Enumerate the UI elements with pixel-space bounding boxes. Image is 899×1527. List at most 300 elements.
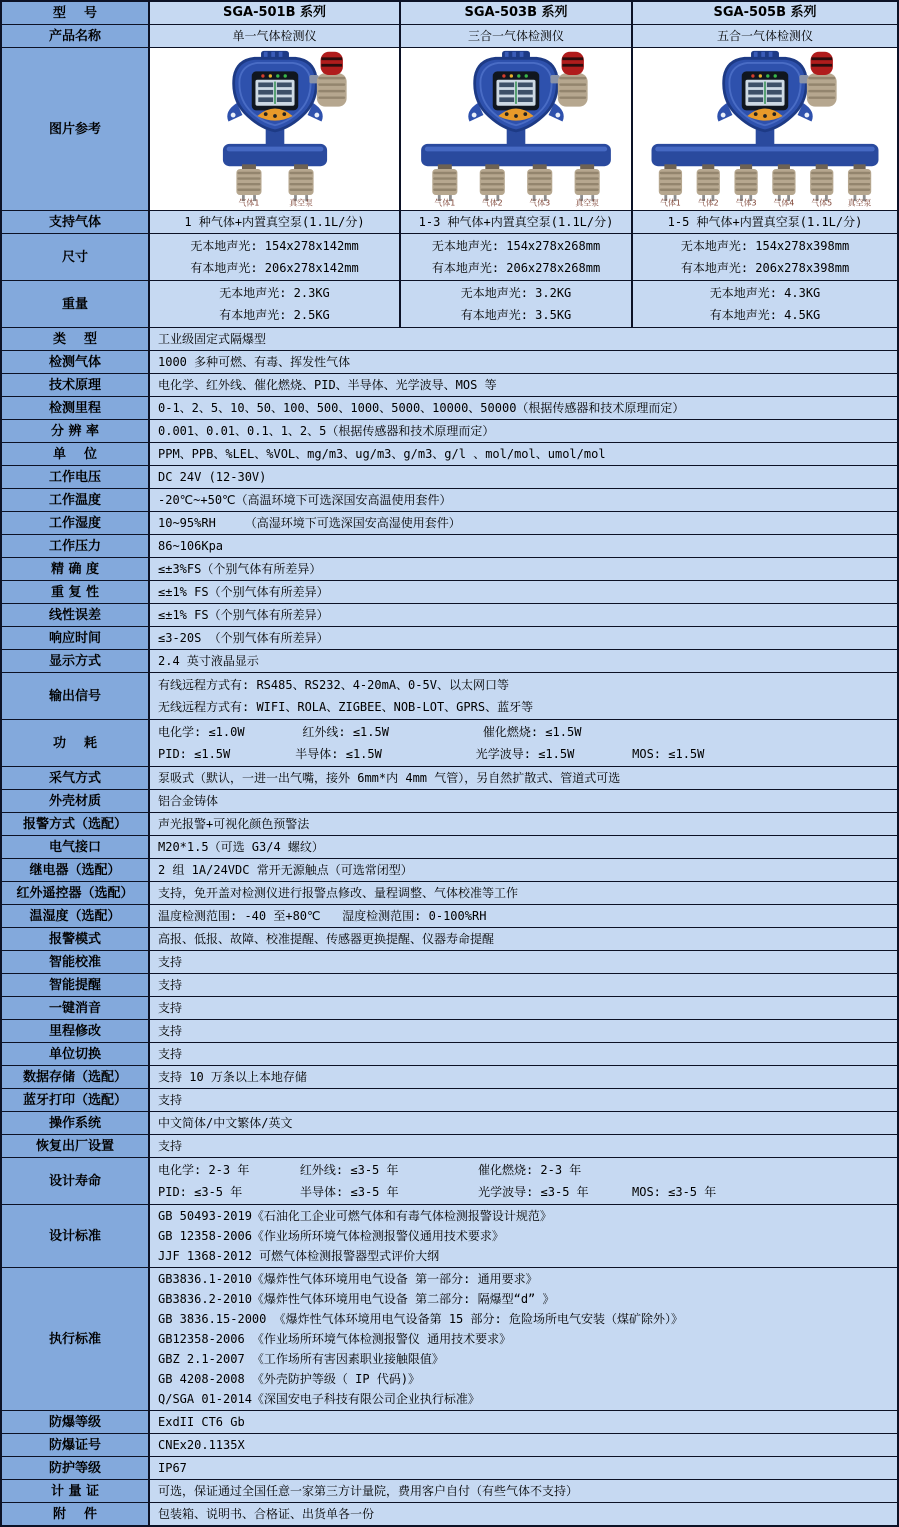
spec-value bbox=[150, 905, 897, 927]
spec-value-line: 无本地声光: 154x278x268mm bbox=[431, 239, 601, 253]
spec-value bbox=[150, 281, 399, 327]
spec-value bbox=[399, 281, 631, 327]
spec-value bbox=[150, 1503, 897, 1525]
product-image bbox=[150, 48, 399, 210]
spec-value-line: 工业级固定式隔爆型 bbox=[158, 332, 267, 346]
spec-values bbox=[150, 859, 897, 881]
spec-values bbox=[150, 1268, 897, 1410]
sensor-cylinder bbox=[432, 164, 457, 207]
spec-value bbox=[150, 581, 897, 603]
sensor-cylinder bbox=[527, 164, 552, 207]
spec-row bbox=[2, 720, 897, 767]
spec-row bbox=[2, 1268, 897, 1411]
spec-values bbox=[150, 374, 897, 396]
spec-value bbox=[150, 859, 897, 881]
spec-value-line: SGA-505B 系列 bbox=[713, 5, 817, 20]
spec-value-line: JJF 1368-2012 可燃气体检测报警器型式评价大纲 bbox=[158, 1249, 440, 1263]
spec-value-line: 单一气体检测仪 bbox=[232, 29, 317, 43]
spec-label: 附 件 bbox=[2, 1503, 150, 1525]
product-image bbox=[399, 48, 631, 210]
spec-label: 计 量 证 bbox=[2, 1480, 150, 1502]
sensor-label: 真空泵 bbox=[288, 198, 313, 208]
sensor-cylinder bbox=[848, 164, 872, 207]
spec-value-line: 2 组 1A/24VDC 常开无源触点（可选常闭型） bbox=[158, 863, 413, 877]
product-name bbox=[631, 25, 897, 47]
spec-value bbox=[150, 673, 897, 719]
spec-label: 智能提醒 bbox=[2, 974, 150, 996]
spec-value bbox=[150, 443, 897, 465]
spec-value-line: 有线远程方式有: RS485、RS232、4-20mA、0-5V、以太网口等 bbox=[158, 678, 509, 692]
spec-values bbox=[150, 1020, 897, 1042]
spec-value-line: 三合一气体检测仪 bbox=[467, 29, 564, 43]
spec-label: 工作湿度 bbox=[2, 512, 150, 534]
spec-label: 红外遥控器（选配） bbox=[2, 882, 150, 904]
spec-label: 里程修改 bbox=[2, 1020, 150, 1042]
spec-value-line: GBZ 2.1-2007 《工作场所有害因素职业接触限值》 bbox=[158, 1352, 444, 1366]
spec-value-line: Q/SGA 01-2014《深国安电子科技有限公司企业执行标准》 bbox=[158, 1392, 480, 1406]
spec-value-line: 支持 10 万条以上本地存储 bbox=[158, 1070, 307, 1084]
spec-value bbox=[150, 558, 897, 580]
spec-row bbox=[2, 1205, 897, 1268]
spec-label: 操作系统 bbox=[2, 1112, 150, 1134]
spec-value-line: ≤±1% FS（个别气体有所差异） bbox=[158, 585, 329, 599]
sensor-cylinder bbox=[659, 164, 682, 207]
spec-value-line: 泵吸式（默认，一进一出气嘴，接外 6mm*内 4mm 气管），另自然扩散式、管道式可选 bbox=[158, 771, 621, 785]
spec-value bbox=[150, 1089, 897, 1111]
sensor-label: 气体2 bbox=[697, 198, 719, 208]
spec-value bbox=[150, 1205, 897, 1267]
spec-value bbox=[150, 928, 897, 950]
spec-values bbox=[150, 420, 897, 442]
spec-value-line: PID: ≤1.5W 半导体: ≤1.5W 光学波导: ≤1.5W MOS: ≤1.5W bbox=[158, 747, 705, 761]
spec-values bbox=[150, 905, 897, 927]
product-name bbox=[150, 25, 399, 47]
spec-values bbox=[150, 882, 897, 904]
product-image-box bbox=[155, 48, 395, 210]
spec-value-line: GB3836.1-2010《爆炸性气体环境用电气设备 第一部分: 通用要求》 bbox=[158, 1272, 538, 1286]
spec-label: 精 确 度 bbox=[2, 558, 150, 580]
spec-row bbox=[2, 650, 897, 673]
spec-value-line: 无本地声光: 154x278x142mm bbox=[190, 239, 359, 253]
spec-value bbox=[150, 836, 897, 858]
spec-label: 智能校准 bbox=[2, 951, 150, 973]
spec-row bbox=[2, 1066, 897, 1089]
spec-values bbox=[150, 1089, 897, 1111]
spec-values bbox=[150, 281, 897, 327]
spec-row bbox=[2, 813, 897, 836]
spec-value-line: -20℃~+50℃（高温环境下可选深国安高温使用套件） bbox=[158, 493, 452, 507]
product-image bbox=[631, 48, 897, 210]
spec-value-line: SGA-501B 系列 bbox=[222, 5, 327, 20]
spec-values bbox=[150, 720, 897, 766]
spec-row bbox=[2, 882, 897, 905]
spec-label: 型 号 bbox=[2, 2, 150, 24]
spec-value bbox=[150, 720, 897, 766]
spec-value bbox=[150, 951, 897, 973]
spec-value-line: DC 24V (12-30V) bbox=[158, 470, 267, 484]
spec-value-line: 电化学: 2-3 年 红外线: ≤3-5 年 催化燃烧: 2-3 年 bbox=[158, 1163, 582, 1177]
spec-value bbox=[631, 281, 897, 327]
spec-label: 显示方式 bbox=[2, 650, 150, 672]
spec-value-line: 10~95%RH （高湿环境下可选深国安高湿使用套件） bbox=[158, 516, 461, 530]
lcd-screen bbox=[493, 71, 540, 110]
spec-values bbox=[150, 512, 897, 534]
spec-value-line: 包装箱、说明书、合格证、出货单各一份 bbox=[158, 1507, 375, 1521]
spec-value bbox=[150, 790, 897, 812]
spec-value-line: 声光报警+可视化颜色预警法 bbox=[158, 817, 310, 831]
spec-values bbox=[150, 1434, 897, 1456]
spec-value-line: 1 种气体+内置真空泵(1.1L/分) bbox=[184, 215, 365, 229]
spec-label: 产品名称 bbox=[2, 25, 150, 47]
spec-values bbox=[150, 1457, 897, 1479]
spec-values bbox=[150, 604, 897, 626]
spec-row bbox=[2, 1457, 897, 1480]
spec-value-line: 五合一气体检测仪 bbox=[716, 29, 813, 43]
spec-value bbox=[150, 1434, 897, 1456]
spec-value-line: GB 4208-2008 《外壳防护等级（ IP 代码)》 bbox=[158, 1372, 421, 1386]
spec-label: 继电器（选配） bbox=[2, 859, 150, 881]
spec-value-line: 86~106Kpa bbox=[158, 539, 224, 553]
spec-row bbox=[2, 558, 897, 581]
spec-values bbox=[150, 767, 897, 789]
spec-values bbox=[150, 351, 897, 373]
spec-label: 响应时间 bbox=[2, 627, 150, 649]
spec-value-line: 电化学: ≤1.0W 红外线: ≤1.5W 催化燃烧: ≤1.5W bbox=[158, 725, 582, 739]
spec-values bbox=[150, 1503, 897, 1525]
spec-values bbox=[150, 397, 897, 419]
spec-label: 温湿度（选配） bbox=[2, 905, 150, 927]
spec-value bbox=[150, 420, 897, 442]
spec-value-line: SGA-503B 系列 bbox=[464, 5, 568, 20]
spec-values bbox=[150, 790, 897, 812]
spec-label: 恢复出厂设置 bbox=[2, 1135, 150, 1157]
spec-value-line: 1-3 种气体+内置真空泵(1.1L/分) bbox=[418, 215, 614, 229]
spec-label: 单位切换 bbox=[2, 1043, 150, 1065]
sensor-label: 气体3 bbox=[735, 198, 757, 208]
spec-row bbox=[2, 234, 897, 281]
spec-value bbox=[150, 466, 897, 488]
spec-values bbox=[150, 1480, 897, 1502]
spec-value bbox=[150, 882, 897, 904]
spec-value bbox=[150, 1066, 897, 1088]
spec-values bbox=[150, 535, 897, 557]
spec-value bbox=[150, 234, 399, 280]
spec-label: 支持气体 bbox=[2, 211, 150, 233]
spec-label: 图片参考 bbox=[2, 48, 150, 210]
spec-values bbox=[150, 1411, 897, 1433]
spec-row bbox=[2, 1112, 897, 1135]
spec-row bbox=[2, 211, 897, 234]
spec-values bbox=[150, 836, 897, 858]
spec-value-line: 无本地声光: 2.3KG bbox=[219, 286, 330, 300]
spec-value-line: CNEx20.1135X bbox=[158, 1438, 245, 1452]
product-image-box bbox=[645, 48, 885, 210]
gas-detector-illustration bbox=[155, 49, 395, 209]
spec-value bbox=[150, 604, 897, 626]
spec-label: 检测气体 bbox=[2, 351, 150, 373]
spec-value-line: ≤±3%FS（个别气体有所差异） bbox=[158, 562, 322, 576]
spec-row bbox=[2, 974, 897, 997]
spec-value-line: 2.4 英寸液晶显示 bbox=[158, 654, 259, 668]
spec-value bbox=[631, 211, 897, 233]
spec-value bbox=[150, 767, 897, 789]
gas-detector-illustration bbox=[645, 49, 885, 209]
spec-label: 报警方式（选配） bbox=[2, 813, 150, 835]
product-name-row bbox=[2, 25, 897, 48]
spec-value bbox=[150, 813, 897, 835]
spec-value bbox=[150, 351, 897, 373]
spec-label: 尺寸 bbox=[2, 234, 150, 280]
spec-value-line: 1000 多种可燃、有毒、挥发性气体 bbox=[158, 355, 351, 369]
sensor-label: 气体1 bbox=[434, 198, 456, 208]
spec-value-line: GB 50493-2019《石油化工企业可燃气体和有毒气体检测报警设计规范》 bbox=[158, 1209, 552, 1223]
spec-values bbox=[150, 443, 897, 465]
spec-row bbox=[2, 328, 897, 351]
spec-row bbox=[2, 281, 897, 328]
spec-row bbox=[2, 374, 897, 397]
spec-value bbox=[150, 650, 897, 672]
spec-label: 数据存储（选配） bbox=[2, 1066, 150, 1088]
spec-row bbox=[2, 1135, 897, 1158]
sensor-cylinder bbox=[480, 164, 505, 207]
spec-label: 技术原理 bbox=[2, 374, 150, 396]
spec-value-line: PID: ≤3-5 年 半导体: ≤3-5 年 光学波导: ≤3-5 年 MOS: ≤3-5 年 bbox=[158, 1185, 717, 1199]
spec-label: 工作压力 bbox=[2, 535, 150, 557]
spec-label: 设计标准 bbox=[2, 1205, 150, 1267]
spec-value bbox=[150, 211, 399, 233]
spec-value-line: ≤±1% FS（个别气体有所差异） bbox=[158, 608, 329, 622]
sensor-cylinder bbox=[810, 164, 833, 207]
spec-row bbox=[2, 836, 897, 859]
spec-value bbox=[150, 1480, 897, 1502]
spec-label: 一键消音 bbox=[2, 997, 150, 1019]
gas-detector-illustration bbox=[396, 49, 636, 209]
spec-values bbox=[150, 211, 897, 233]
spec-values bbox=[150, 650, 897, 672]
spec-row bbox=[2, 767, 897, 790]
spec-value-line: 中文简体/中文繁体/英文 bbox=[158, 1116, 293, 1130]
sensor-label: 真空泵 bbox=[847, 198, 872, 208]
spec-values bbox=[150, 558, 897, 580]
spec-value bbox=[150, 627, 897, 649]
model-column-header bbox=[399, 2, 631, 24]
sensor-label: 气体1 bbox=[238, 198, 259, 208]
spec-values bbox=[150, 1066, 897, 1088]
spec-value-line: 高报、低报、故障、校准提醒、传感器更换提醒、仪器寿命提醒 bbox=[158, 932, 495, 946]
spec-label: 分 辨 率 bbox=[2, 420, 150, 442]
spec-value-line: 有本地声光: 206x278x142mm bbox=[190, 261, 359, 275]
spec-value bbox=[150, 512, 897, 534]
spec-row bbox=[2, 859, 897, 882]
spec-value-line: M20*1.5（可选 G3/4 螺纹） bbox=[158, 840, 324, 854]
spec-label: 重量 bbox=[2, 281, 150, 327]
spec-values bbox=[150, 997, 897, 1019]
spec-row bbox=[2, 397, 897, 420]
spec-values bbox=[150, 581, 897, 603]
spec-values bbox=[150, 328, 897, 350]
spec-values bbox=[150, 1135, 897, 1157]
model-column-header bbox=[631, 2, 897, 24]
spec-label: 功 耗 bbox=[2, 720, 150, 766]
spec-value-line: 支持 bbox=[158, 1024, 183, 1038]
spec-value-line: GB3836.2-2010《爆炸性气体环境用电气设备 第二部分: 隔爆型“d” 》 bbox=[158, 1292, 555, 1306]
spec-label: 防爆等级 bbox=[2, 1411, 150, 1433]
spec-values bbox=[150, 1112, 897, 1134]
spec-row bbox=[2, 1020, 897, 1043]
spec-value-line: 有本地声光: 4.5KG bbox=[709, 308, 821, 322]
spec-value bbox=[150, 974, 897, 996]
sensor-cylinder bbox=[697, 164, 720, 207]
spec-row bbox=[2, 790, 897, 813]
spec-row bbox=[2, 489, 897, 512]
sensor-label: 气体5 bbox=[811, 198, 833, 208]
spec-value-line: GB 3836.15-2000 《爆炸性气体环境用电气设备第 15 部分: 危险场所电气安装（煤矿除外）》 bbox=[158, 1312, 683, 1326]
spec-value bbox=[631, 234, 897, 280]
spec-value-line: 支持 bbox=[158, 1047, 183, 1061]
spec-values bbox=[150, 974, 897, 996]
spec-row bbox=[2, 420, 897, 443]
product-name-values bbox=[150, 25, 897, 47]
spec-values bbox=[150, 1158, 897, 1204]
spec-value bbox=[150, 397, 897, 419]
spec-value bbox=[150, 535, 897, 557]
spec-row bbox=[2, 928, 897, 951]
spec-value bbox=[150, 489, 897, 511]
sensor-cylinder bbox=[236, 164, 261, 207]
spec-label: 外壳材质 bbox=[2, 790, 150, 812]
spec-value-line: 0-1、2、5、10、50、100、500、1000、5000、10000、50000（根据传感器和技术原理而定） bbox=[158, 401, 685, 415]
spec-value-line: 电化学、红外线、催化燃烧、PID、半导体、光学波导、MOS 等 bbox=[158, 378, 497, 392]
spec-value-line: GB 12358-2006《作业场所环境气体检测报警仪通用技术要求》 bbox=[158, 1229, 504, 1243]
spec-value-line: 无本地声光: 4.3KG bbox=[709, 286, 821, 300]
spec-value-line: 无本地声光: 3.2KG bbox=[460, 286, 572, 300]
spec-row bbox=[2, 466, 897, 489]
header-row bbox=[2, 2, 897, 25]
spec-value bbox=[399, 234, 631, 280]
spec-label: 电气接口 bbox=[2, 836, 150, 858]
lcd-screen bbox=[742, 71, 789, 110]
spec-value-line: 支持，免开盖对检测仪进行报警点修改、量程调整、气体校准等工作 bbox=[158, 886, 519, 900]
spec-values bbox=[150, 1043, 897, 1065]
spec-label: 报警模式 bbox=[2, 928, 150, 950]
spec-label: 线性误差 bbox=[2, 604, 150, 626]
spec-row bbox=[2, 1043, 897, 1066]
spec-value bbox=[150, 328, 897, 350]
product-image-box bbox=[396, 48, 636, 210]
sensor-label: 气体4 bbox=[773, 198, 795, 208]
sensor-label: 真空泵 bbox=[575, 198, 600, 208]
spec-value-line: 支持 bbox=[158, 955, 183, 969]
spec-value bbox=[150, 997, 897, 1019]
spec-label: 防护等级 bbox=[2, 1457, 150, 1479]
spec-row bbox=[2, 1503, 897, 1525]
spec-value bbox=[150, 374, 897, 396]
spec-row bbox=[2, 443, 897, 466]
sensor-cylinder bbox=[734, 164, 757, 207]
spec-label: 输出信号 bbox=[2, 673, 150, 719]
spec-values bbox=[150, 928, 897, 950]
spec-value-line: 支持 bbox=[158, 1001, 183, 1015]
spec-value-line: IP67 bbox=[158, 1461, 187, 1475]
header-values bbox=[150, 2, 897, 24]
spec-row bbox=[2, 905, 897, 928]
spec-value-line: 有本地声光: 206x278x398mm bbox=[680, 261, 850, 275]
spec-value-line: 有本地声光: 2.5KG bbox=[219, 308, 330, 322]
spec-row bbox=[2, 1480, 897, 1503]
spec-label: 类 型 bbox=[2, 328, 150, 350]
sensor-cylinder bbox=[575, 164, 600, 207]
product-name bbox=[399, 25, 631, 47]
spec-value-line: 支持 bbox=[158, 1139, 183, 1153]
spec-label: 采气方式 bbox=[2, 767, 150, 789]
spec-value bbox=[150, 1112, 897, 1134]
spec-values bbox=[150, 627, 897, 649]
spec-values bbox=[150, 234, 897, 280]
spec-value bbox=[150, 1268, 897, 1410]
sensor-label: 气体2 bbox=[481, 198, 503, 208]
spec-row bbox=[2, 512, 897, 535]
spec-row bbox=[2, 1411, 897, 1434]
image-values bbox=[150, 48, 897, 210]
sensor-cylinder bbox=[772, 164, 795, 207]
spec-value bbox=[150, 1457, 897, 1479]
spec-row bbox=[2, 627, 897, 650]
spec-row bbox=[2, 673, 897, 720]
spec-row bbox=[2, 351, 897, 374]
spec-value-line: ≤3-20S （个别气体有所差异） bbox=[158, 631, 329, 645]
sensor-label: 气体1 bbox=[660, 198, 681, 208]
lcd-screen bbox=[251, 71, 298, 110]
spec-label: 执行标准 bbox=[2, 1268, 150, 1410]
spec-value-line: 无线远程方式有: WIFI、ROLA、ZIGBEE、NOB-LOT、GPRS、蓝牙等 bbox=[158, 700, 534, 714]
spec-label: 单 位 bbox=[2, 443, 150, 465]
spec-row bbox=[2, 997, 897, 1020]
spec-value bbox=[150, 1020, 897, 1042]
spec-values bbox=[150, 951, 897, 973]
spec-row bbox=[2, 581, 897, 604]
spec-row bbox=[2, 1089, 897, 1112]
spec-row bbox=[2, 535, 897, 558]
spec-value-line: 有本地声光: 206x278x268mm bbox=[431, 261, 601, 275]
spec-label: 蓝牙打印（选配） bbox=[2, 1089, 150, 1111]
spec-value-line: 铝合金铸体 bbox=[158, 794, 219, 808]
spec-value-line: ExdII CT6 Gb bbox=[158, 1415, 245, 1429]
spec-label: 工作电压 bbox=[2, 466, 150, 488]
spec-value-line: PPM、PPB、%LEL、%VOL、mg/m3、ug/m3、g/m3、g/l 、mol/mol、umol/mol bbox=[158, 447, 606, 461]
spec-value bbox=[150, 1411, 897, 1433]
spec-value bbox=[150, 1135, 897, 1157]
spec-values bbox=[150, 673, 897, 719]
spec-label: 设计寿命 bbox=[2, 1158, 150, 1204]
spec-value-line: 支持 bbox=[158, 1093, 183, 1107]
spec-row bbox=[2, 1158, 897, 1205]
spec-label: 检测里程 bbox=[2, 397, 150, 419]
spec-value-line: 温度检测范围: -40 至+80℃ 湿度检测范围: 0-100%RH bbox=[158, 909, 487, 923]
spec-value-line: 有本地声光: 3.5KG bbox=[460, 308, 572, 322]
spec-row bbox=[2, 951, 897, 974]
spec-value-line: 可选，保证通过全国任意一家第三方计量院，费用客户自付（有些气体不支持） bbox=[158, 1484, 579, 1498]
spec-label: 防爆证号 bbox=[2, 1434, 150, 1456]
spec-value-line: GB12358-2006 《作业场所环境气体检测报警仪 通用技术要求》 bbox=[158, 1332, 512, 1346]
model-column-header bbox=[150, 2, 399, 24]
spec-value-line: 1-5 种气体+内置真空泵(1.1L/分) bbox=[667, 215, 863, 229]
spec-value-line: 支持 bbox=[158, 978, 183, 992]
image-row bbox=[2, 48, 897, 211]
spec-values bbox=[150, 489, 897, 511]
sensor-cylinder bbox=[288, 164, 313, 207]
spec-label: 重 复 性 bbox=[2, 581, 150, 603]
spec-value-line: 0.001、0.01、0.1、1、2、5（根据传感器和技术原理而定） bbox=[158, 424, 495, 438]
